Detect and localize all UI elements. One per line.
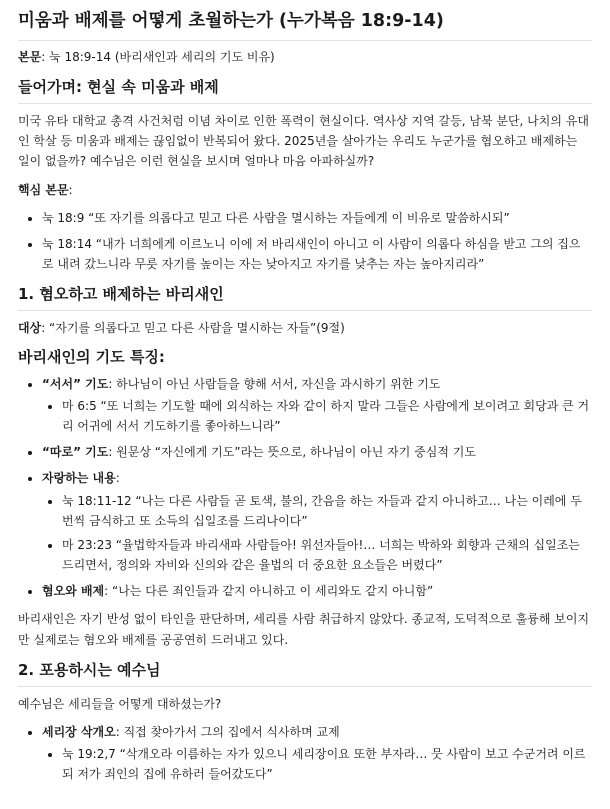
section1-target-line: [18, 318, 592, 338]
section2-item: [42, 722, 592, 784]
key-verse-list: [18, 208, 592, 274]
key-passage-label: 핵심 본문: [18, 182, 69, 197]
section1-summary: 바리새인은 자기 반성 없이 타인을 판단하며, 세리를 사람 취급하지 않았다. 종교적, 도덕적으로 훌륭해 보이지만 실제로는 혐오와 배제를 공공연히 드러내고 있다.: [18, 612, 590, 647]
text-passage-line: [18, 47, 592, 67]
key-verse-item: • 눅 18:14 “내가 너희에게 이르노니 이에 저 바리새인이 아니고 이 사람이 의롭다 하심을 받고 그의 집으로 내려 갔느니라 무릇 자기를 높이는 자는 낮아지고 자기를 낮추는 자는 높아지리라”: [42, 234, 592, 274]
feature-sub-item: • 눅 18:11-12 “나는 다른 사람들 곧 토색, 불의, 간음을 하는 자들과 같지 아니하고… 나는 이레에 두 번씩 금식하고 또 소득의 십일조를 드리나이다”: [62, 491, 592, 531]
section2-sub-list: [42, 744, 592, 784]
section2-intro: 예수님은 세리들을 어떻게 대하셨는가?: [18, 696, 222, 711]
section2-item-label: 세리장 삭개오: [42, 725, 116, 740]
section1-heading: 1. 혐오하고 배제하는 바리새인: [18, 284, 592, 311]
feature-sub-item: • 마 23:23 “율법학자들과 바리새파 사람들아! 위선자들아!… 너희는 박하와 회향과 근채의 십일조는 드리면서, 정의와 자비와 신의와 같은 율법의 더 중요한 요소들은 버렸다”: [62, 535, 592, 575]
feature-item: [42, 468, 592, 575]
page-title: 미움과 배제를 어떻게 초월하는가 (누가복음 18:9-14): [18, 10, 592, 41]
features-list: [18, 374, 592, 602]
key-verse-item: • 눅 18:9 “또 자기를 의롭다고 믿고 다른 사람을 멸시하는 자들에게 이 비유로 말씀하시되”: [42, 208, 592, 228]
text-passage-label: 본문: [18, 49, 42, 64]
feature-label: 자랑하는 내용: [42, 471, 116, 486]
feature-text: :: [115, 471, 120, 486]
feature-label: “서서” 기도: [42, 376, 109, 391]
section2-heading: 2. 포용하시는 예수님: [18, 660, 592, 687]
section2-item-text: : 직접 찾아가서 그의 집에서 식사하며 교제: [115, 725, 340, 740]
section2-list: [18, 722, 592, 784]
intro-paragraph: 미국 유타 대학교 총격 사건처럼 이념 차이로 인한 폭력이 현실이다. 역사상 지역 갈등, 남북 분단, 나치의 유대인 학살 등 미움과 배제는 끊임없이 반복되어 왔다. 2025년을 살아가는 우리도 누군가를 혐오하고 배제하는 일이 없을까? 예수님은 이런 현실을 보시며 얼마나 마음 아파하실까?: [18, 114, 589, 169]
section2-sub-item: • 눅 19:2,7 “삭개오라 이름하는 자가 있으니 세리장이요 또한 부자라… 뭇 사람이 보고 수군거려 이르되 저가 죄인의 집에 유하러 들어갔도다”: [62, 744, 592, 784]
feature-item: [42, 581, 592, 601]
features-heading: 바리새인의 기도 특징:: [18, 347, 165, 366]
feature-label: “따로” 기도: [42, 445, 109, 460]
intro-heading: 들어가며: 현실 속 미움과 배제: [18, 77, 592, 104]
feature-label: 혐오와 배제: [42, 584, 105, 599]
key-passage-line: [18, 180, 592, 200]
text-passage-value: : 눅 18:9-14 (바리새인과 세리의 기도 비유): [41, 49, 275, 64]
feature-sub-list: [42, 396, 592, 436]
section1-target-value: : “자기를 의롭다고 믿고 다른 사람을 멸시하는 자들”(9절): [41, 321, 345, 336]
feature-text: : 원문상 “자신에게 기도”라는 뜻으로, 하나님이 아닌 자기 중심적 기도: [108, 445, 476, 460]
feature-item: [42, 442, 592, 462]
feature-sub-list: [42, 491, 592, 576]
feature-text: : “나는 다른 죄인들과 같지 아니하고 이 세리와도 같지 아니함”: [104, 584, 434, 599]
feature-text: : 하나님이 아닌 사람들을 향해 서서, 자신을 과시하기 위한 기도: [108, 376, 441, 391]
feature-item: [42, 374, 592, 436]
section1-target-label: 대상: [18, 321, 42, 336]
key-passage-colon: :: [68, 182, 73, 197]
feature-sub-item: • 마 6:5 “또 너희는 기도할 때에 외식하는 자와 같이 하지 말라 그들은 사람에게 보이려고 회당과 큰 거리 어귀에 서서 기도하기를 좋아하느니라”: [62, 396, 592, 436]
